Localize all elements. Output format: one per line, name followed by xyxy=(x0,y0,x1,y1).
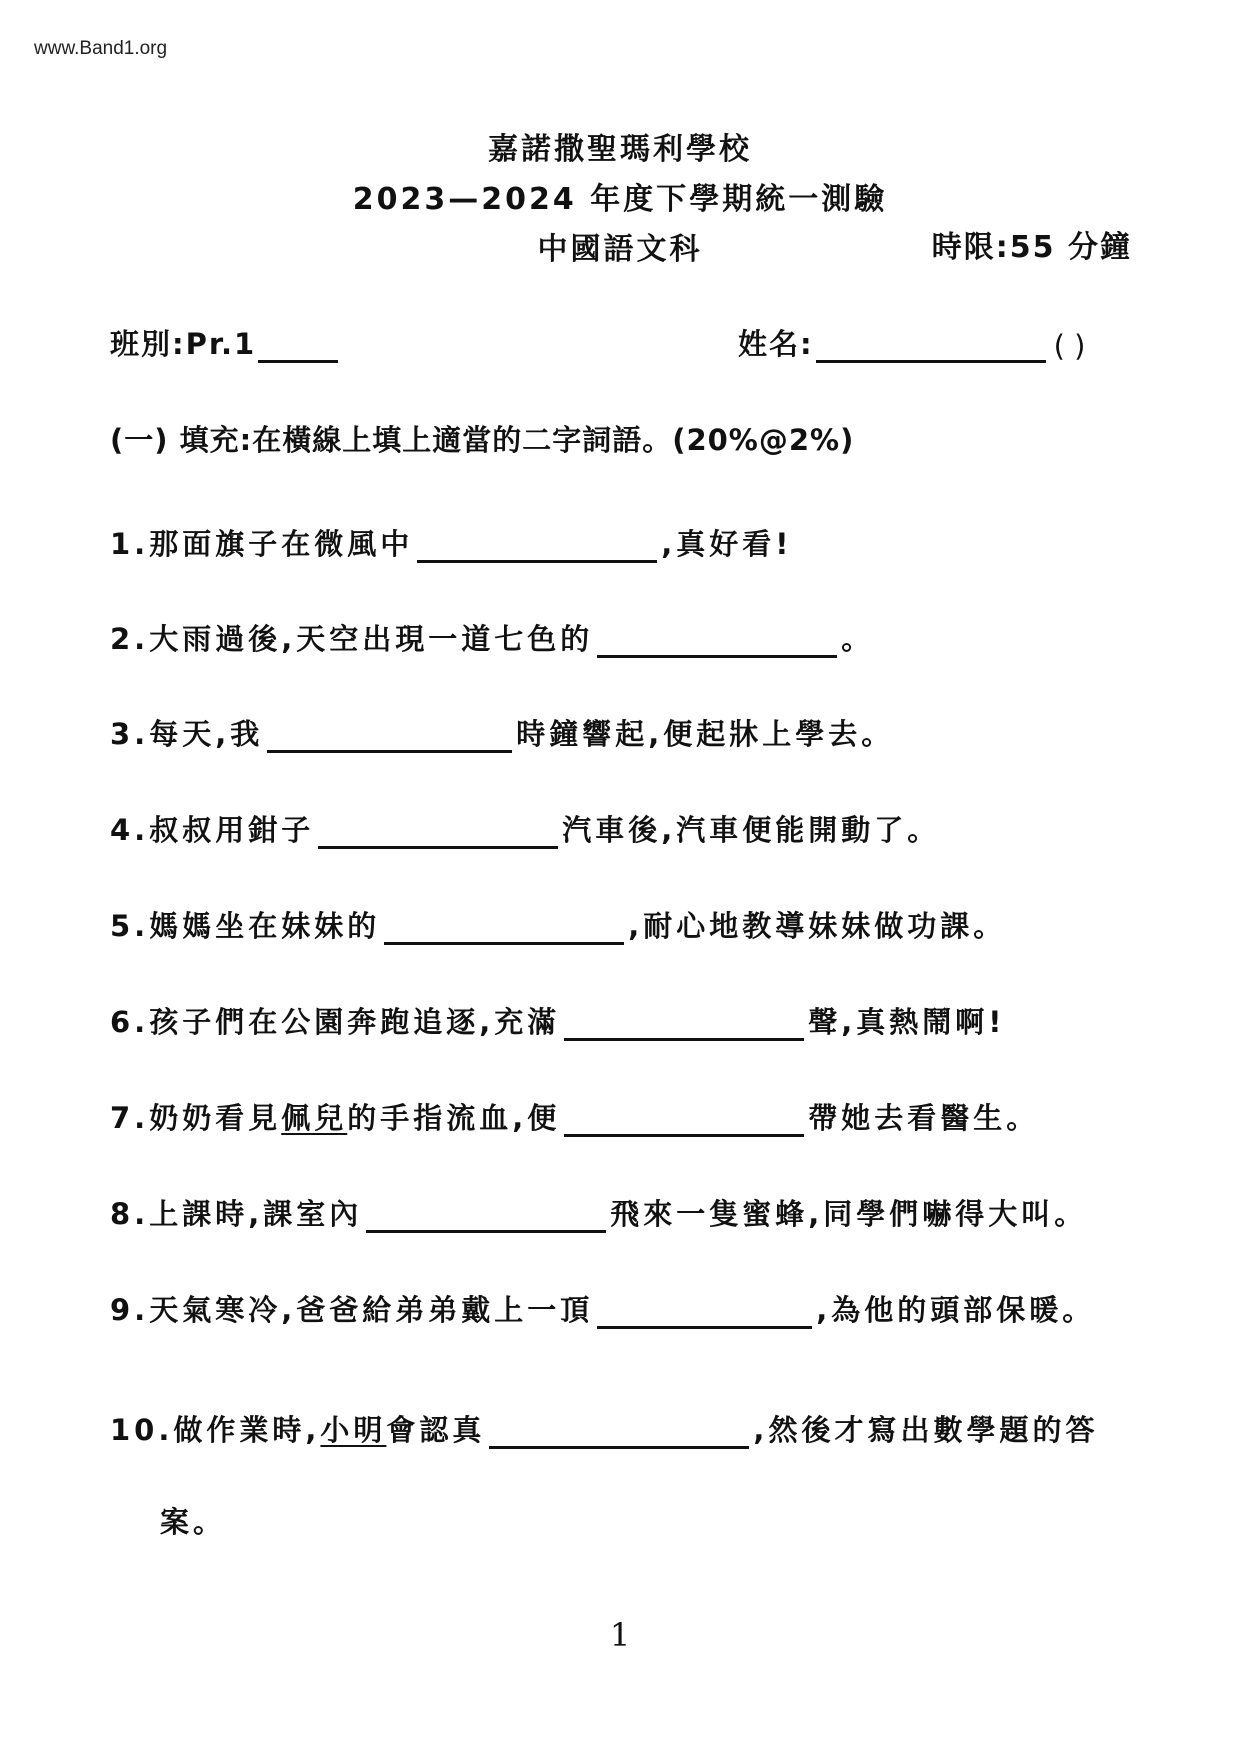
question-text-end: ,真好看! xyxy=(661,527,793,561)
question-text: 1.那面旗子在微風中 xyxy=(110,527,414,561)
question-6 xyxy=(110,1000,1005,1041)
answer-blank-1[interactable] xyxy=(417,534,657,563)
answer-blank-10[interactable] xyxy=(489,1420,749,1449)
question-text-end: 帶她去看醫生。 xyxy=(808,1101,1040,1135)
term-title: 2023—2024 年度下學期統一測驗 xyxy=(352,182,888,217)
question-text-end: ,耐心地教導妹妹做功課。 xyxy=(628,909,1007,943)
class-field xyxy=(110,322,340,363)
name-label: 姓名: xyxy=(738,327,814,361)
question-text-end: 時鐘響起,便起牀上學去。 xyxy=(516,717,895,751)
class-label: 班別:Pr.1 xyxy=(110,327,257,361)
question-text-end: ,然後才寫出數學題的答 xyxy=(753,1413,1099,1447)
question-text-end: 聲,真熱鬧啊! xyxy=(808,1005,1006,1039)
question-text: 4.叔叔用鉗子 xyxy=(110,813,315,847)
question-text: 2.大雨過後,天空出現一道七色的 xyxy=(110,622,594,656)
time-limit: 時限:55 分鐘 xyxy=(931,230,1132,265)
answer-blank-6[interactable] xyxy=(564,1012,804,1041)
proper-name-peier: 佩兒 xyxy=(281,1101,348,1135)
question-8 xyxy=(110,1192,1087,1233)
answer-blank-4[interactable] xyxy=(318,820,558,849)
question-text-end: 。 xyxy=(841,622,875,656)
page-number: 1 xyxy=(609,1616,631,1654)
question-1 xyxy=(110,522,792,563)
student-number-paren: ( ) xyxy=(1053,329,1086,363)
question-text: 6.孩子們在公園奔跑追逐,充滿 xyxy=(110,1005,561,1039)
section-1-title: (一) 填充:在橫線上填上適當的二字詞語。(20%@2%) xyxy=(110,423,855,457)
question-10-continuation xyxy=(160,1500,226,1541)
school-name: 嘉諾撒聖瑪利學校 xyxy=(488,132,752,167)
question-text-end: 飛來一隻蜜蜂,同學們嚇得大叫。 xyxy=(610,1197,1088,1231)
question-text-continuation: 案。 xyxy=(160,1505,227,1539)
answer-blank-5[interactable] xyxy=(384,916,624,945)
question-text: 5.媽媽坐在妹妹的 xyxy=(110,909,381,943)
question-4 xyxy=(110,808,940,849)
class-blank[interactable] xyxy=(258,334,338,363)
question-5 xyxy=(110,904,1006,945)
name-field xyxy=(738,322,1085,363)
question-text-end: ,為他的頭部保暖。 xyxy=(816,1293,1096,1327)
question-text: 3.每天,我 xyxy=(110,717,264,751)
answer-blank-2[interactable] xyxy=(597,629,837,658)
question-10 xyxy=(110,1408,1098,1449)
answer-blank-9[interactable] xyxy=(597,1300,812,1329)
question-text: 的手指流血,便 xyxy=(347,1101,561,1135)
question-9 xyxy=(110,1288,1095,1329)
question-2 xyxy=(110,617,874,658)
question-text-end: 汽車後,汽車便能開動了。 xyxy=(562,813,941,847)
question-3 xyxy=(110,712,894,753)
answer-blank-3[interactable] xyxy=(267,724,512,753)
answer-blank-7[interactable] xyxy=(564,1108,804,1137)
question-text: 9.天氣寒冷,爸爸給弟弟戴上一頂 xyxy=(110,1293,594,1327)
question-text: 8.上課時,課室內 xyxy=(110,1197,363,1231)
answer-blank-8[interactable] xyxy=(366,1204,606,1233)
question-text-start: 10.做作業時, xyxy=(110,1413,321,1447)
question-text-start: 7.奶奶看見 xyxy=(110,1101,282,1135)
proper-name-xiaoming: 小明 xyxy=(320,1413,387,1447)
question-text: 會認真 xyxy=(386,1413,486,1447)
watermark: www.Band1.org xyxy=(34,38,168,59)
subject-title: 中國語文科 xyxy=(537,232,703,267)
name-blank[interactable] xyxy=(816,334,1046,363)
question-7 xyxy=(110,1096,1039,1137)
